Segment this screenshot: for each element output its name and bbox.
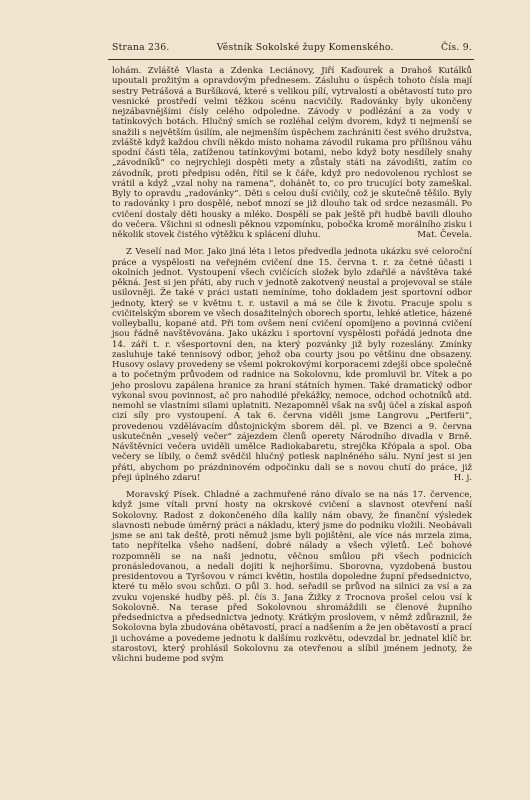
page-number: Strana 236. — [112, 42, 170, 53]
header-rule — [108, 59, 474, 60]
paragraph-text: Chladné a zachmuřené ráno dívalo se na nás 17. července, když jsme vítali první hosty na okrskové cvičení a slavnost otevření naší Sokolovny. Radost z dokončeného díla kalily nám obavy, že finanční výsledek slavnosti nebude úměrný práci a nákladu, který jsme do podniku vložili. Neobávali jsme se ani tak deště, proti němuž jsme byli pojištěni, ale více nás mrzela zima, tato nepřítelka všeho nadšení, dobré nálady a všech výletů. Leč bohové rozpomněli se na naši jednotu, věčnou smůlou při všech podnicích pronásledovanou, a nedali dojíti k nejhoršímu. Sborovna, vyzdobená bustou presidentovou a Tyršovou v rámci květin, hostila dopoledne župní předsednictvo, které tu mělo svou schůzi. O půl 3. hod. seřadil se průvod na silnici za vsí a za zvuku vojenské hudby pěš. pl. čís 3. Jana Žižky z Trocnova prošel celou vsí k Sokolovně. Na terase před Sokolovnou shromáždili se členové župního předsednictva a předsednictva jednoty. Krátkým proslovem, v němž zdůraznil, že Sokolovna byla zbudována obětavostí, prací a nadšením a že jen obětavostí a prací ji uchováme a povedeme jednotu k dalšímu rozkvětu, odevzdal br. jednatel klíč br. starostovi, který prohlásil Sokolovnu za otevřenou a slíbil jménem jednoty, že všichni budeme pod svým — [112, 490, 472, 664]
author-signature: Mat. Čevela. — [417, 230, 472, 240]
page-header — [112, 42, 472, 53]
article-body — [112, 66, 472, 671]
paragraph-veseli — [112, 247, 472, 483]
paragraph-moravsky-pisek — [112, 490, 472, 664]
paragraph-text: lohám. Zvláště Vlasta a Zdenka Leciánovy, Jiří Kaďourek a Drahoš Kutálků upoutali prožitým a opravdovým přednesem. Zásluhu o úspěch tohoto čísla mají sestry Petrášová a Buršíková, které s velikou pílí, vytrvalostí a obětavostí tuto pro vesnické prostředí velmi těžkou scénu nacvičily. Radovánky byly ukončeny nejzábavnějšími čísly celého odpoledne. Závody v podlézání a za vody v tatínkových botách. Hlučný smích se rozléhal celým dvorem, když ti nejmenší se snažili s největším úsilím, ale nejmenším úspěchem zachrániti čest svého družstva, zvláště když každou chvíli někdo místo nohama závodil rukama pro přílišnou váhu spodní části těla, zatíženou tatínkovými botami, nebo když boty nesdílely snahy „závodníků“ co nejrychleji dospěti mety a zůstaly státi na závodišti, zatím co závodník, proti předpisu oděn, řítil se k čáře, když pro nedovolenou rychlost se vrátil a když „vzal nohy na ramena“, dohánět to, co pro trucující boty zameškal. Byly to opravdu „radovánky“. Děti s celou duší cvičily, což je skutečně těšilo. Byly to radovánky i pro dospělé, neboť mnozí se již dlouho tak od srdce nezasmáli. Po cvičení dostaly děti housky a mléko. Dospělí se pak ještě při hudbě bavili dlouho do večera. Všichni si odnesli pěknou vzpomínku, pobočka kromě morálního zisku i několik stovek čistého výtěžku k splácení dluhu. — [112, 66, 472, 240]
section-heading: Z Veselí nad Mor. — [126, 247, 208, 258]
issue-number: Čís. 9. — [440, 42, 472, 53]
author-signature: H. j. — [453, 472, 472, 483]
paragraph-continuation — [112, 66, 472, 240]
journal-title: Věstník Sokolské župy Komenského. — [216, 42, 394, 53]
section-heading: Moravský Písek. — [126, 490, 205, 500]
paragraph-text: Jako jiná léta i letos předvedla jednota ukázku své celoroční práce a vyspělosti na veřejném cvičení dne 15. června t. r. za četné účasti i okolních jednot. Vystoupení všech cvičících složek bylo zdařilé a návštěva také pěkná. Jest si jen přáti, aby ruch v jednotě zakotvený neustal a projevoval se stále usilovněji. Že také v práci ustati nemíníme, toho dokladem jest sportovní odbor jednoty, který se v květnu t. r. ustavil a má se čile k životu. Pracuje spolu s cvičitelským sborem ve všech dosažitelných oborech sportu, lehké atletice, házené volleyballu, kopané atd. Při tom ovšem není cvičení opomíjeno a povinná cvičení jsou řádně navštěvována. Jako ukázku i sportovní vyspělosti pořádá jednota dne 14. září t. r. všesportovní den, na který pozvánky již byly rozeslány. Zmínky zasluhuje také tennisový odbor, jehož oba courty jsou po většinu dne obsazeny. Husovy oslavy provedeny se všemi pokrokovými korporacemi zdejší obce společně a to početným průvodem od radnice na Sokolovnu, kde promluvil br. Vítek a po jeho proslovu zapálena hranice za hraní státních hymen. Také dramatický odbor vykonal svou povinnost, ač pro nahodilé překážky, nemoce, odchod ochotníků atd. nemohl se vlastními silami uplatniti. Nezapomněl však na svůj účel a získal aspoň cizí síly pro vystoupení. A tak 6. června viděli jsme Langrovu „Periferii“, provedenou vzdělávacím důstojnickým sborem děl. pl. ve Bzenci a 9. června uskutečněn „veselý večer“ zájezdem členů operety Národního divadla v Brně. Návštěvníci večera uviděli umělce Radiokabaretu, strejčka Křópala a spol. Oba večery se líbily, o čemž svědčil hlučný potlesk naplněného sálu. Nyní jest si jen přáti, abychom po prázdninovém odpočinku dali se s novou chutí do práce, již přeji úplného zdaru! — [112, 247, 472, 483]
